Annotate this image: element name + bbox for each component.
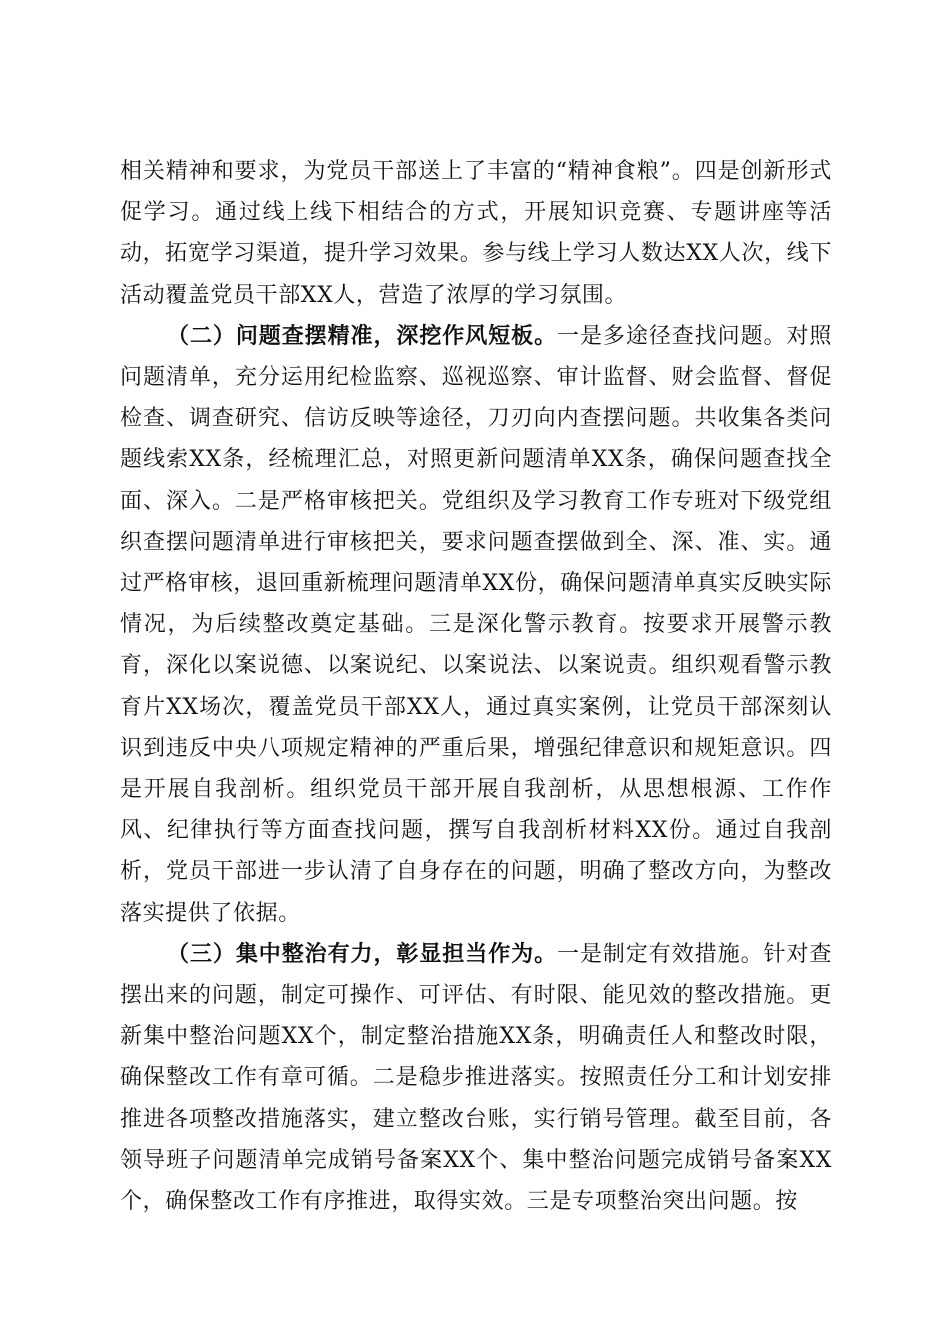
paragraph-text: 一是多途径查找问题。对照问题清单，充分运用纪检监察、巡视巡察、审计监督、财会监督、督促检查、调查研究、信访反映等途径，刀刃向内查摆问题。共收集各类问题线索XX条，经梳理汇总，对照更新问题清单XX条，确保问题查找全面、深入。二是严格审核把关。党组织及学习教育工作专班对下级党组织查摆问题清单进行审核把关，要求问题查摆做到全、深、准、实。通过严格审核，退回重新梳理问题清单XX份，确保问题清单真实反映实际情况，为后续整改奠定基础。三是深化警示教育。按要求开展警示教育，深化以案说德、以案说纪、以案说法、以案说责。组织观看警示教育片XX场次，覆盖党员干部XX人，通过真实案例，让党员干部深刻认识到违反中央八项规定精神的严重后果，增强纪律意识和规矩意识。四是开展自我剖析。组织党员干部开展自我剖析，从思想根源、工作作风、纪律执行等方面查找问题，撰写自我剖析材料XX份。通过自我剖析，党员干部进一步认清了自身存在的问题，明确了整改方向，为整改落实提供了依据。	[120, 323, 833, 926]
paragraph-text: 一是制定有效措施。针对查摆出来的问题，制定可操作、可评估、有时限、能见效的整改措施。更新集中整治问题XX个，制定整治措施XX条，明确责任人和整改时限，确保整改工作有章可循。二是稳步推进落实。按照责任分工和计划安排推进各项整改措施落实，建立整改台账，实行销号管理。截至目前，各领导班子问题清单完成销号备案XX个、集中整治问题完成销号备案XX个，确保整改工作有序推进，取得实效。三是专项整治突出问题。按	[120, 941, 833, 1215]
paragraph-section-2	[120, 316, 832, 934]
document-body	[120, 151, 832, 1222]
section-heading: （二）问题查摆精准，深挖作风短板。	[167, 322, 558, 349]
paragraph-section-3	[120, 934, 832, 1222]
section-heading: （三）集中整治有力，彰显担当作为。	[167, 940, 558, 967]
paragraph-text: 相关精神和要求，为党员干部送上了丰富的“精神食粮”。四是创新形式促学习。通过线上线下相结合的方式，开展知识竞赛、专题讲座等活动，拓宽学习渠道，提升学习效果。参与线上学习人数达XX人次，线下活动覆盖党员干部XX人，营造了浓厚的学习氛围。	[120, 159, 832, 308]
paragraph-continuation	[120, 151, 832, 316]
